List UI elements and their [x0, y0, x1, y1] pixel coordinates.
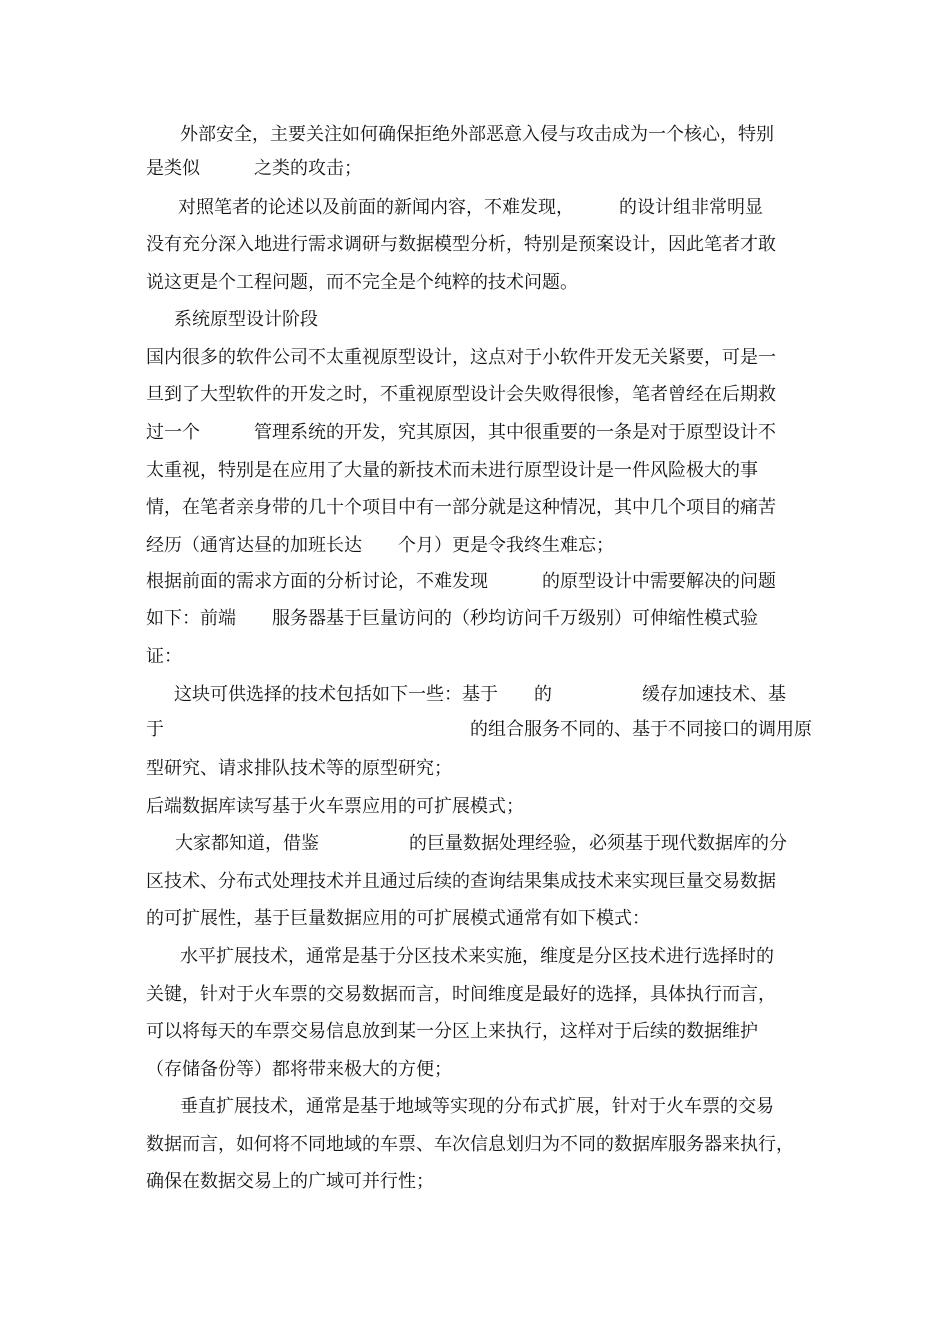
- text-line: 的可扩展性，基于巨量数据应用的可扩展模式通常有如下模式：: [146, 908, 650, 929]
- text-line: 太重视，特别是在应用了大量的新技术而未进行原型设计是一件风险极大的事: [146, 460, 758, 481]
- text-line: 可以将每天的车票交易信息放到某一分区上来执行，这样对于后续的数据维护: [146, 1021, 758, 1042]
- text-line: 数据而言，如何将不同地域的车票、车次信息划归为不同的数据库服务器来执行，: [146, 1134, 794, 1155]
- text-line: 关键，针对于火车票的交易数据而言，时间维度是最好的选择，具体执行而言，: [146, 984, 776, 1005]
- text-line: 国内很多的软件公司不太重视原型设计，这点对于小软件开发无关紧要，可是一: [146, 347, 776, 368]
- text-line: 垂直扩展技术，通常是基于地域等实现的分布式扩展，针对于火车票的交易: [180, 1096, 774, 1117]
- text-line: 情，在笔者亲身带的几十个项目中有一部分就是这种情况，其中几个项目的痛苦: [146, 497, 776, 518]
- section-heading: 系统原型设计阶段: [174, 309, 318, 330]
- text-line: 根据前面的需求方面的分析讨论，不难发现 的原型设计中需要解决的问题: [146, 571, 776, 592]
- text-line: 后端数据库读写基于火车票应用的可扩展模式；: [146, 796, 524, 817]
- text-line: 旦到了大型软件的开发之时，不重视原型设计会失败得很惨，笔者曾经在后期救: [146, 384, 776, 405]
- text-line: 如下：前端 服务器基于巨量访问的（秒均访问千万级别）可伸缩性模式验: [146, 608, 758, 629]
- text-line: 大家都知道，借鉴 的巨量数据处理经验，必须基于现代数据库的分: [175, 833, 787, 854]
- text-line: 过一个 管理系统的开发，究其原因，其中很重要的一条是对于原型设计不: [146, 422, 776, 443]
- text-line: 外部安全，主要关注如何确保拒绝外部恶意入侵与攻击成为一个核心，特别: [180, 124, 774, 145]
- text-line: 说这更是个工程问题，而不完全是个纯粹的技术问题。: [146, 272, 578, 293]
- text-line: 区技术、分布式处理技术并且通过后续的查询结果集成技术来实现巨量交易数据: [146, 871, 776, 892]
- text-line: 对照笔者的论述以及前面的新闻内容，不难发现， 的设计组非常明显: [178, 197, 763, 218]
- text-line: 证：: [146, 646, 182, 667]
- text-line: 水平扩展技术，通常是基于分区技术来实施，维度是分区技术进行选择时的: [180, 946, 774, 967]
- text-line: 于 的组合服务不同的、基于不同接口的调用原: [146, 719, 812, 740]
- text-line: 没有充分深入地进行需求调研与数据模型分析，特别是预案设计，因此笔者才敢: [146, 234, 776, 255]
- text-line: 这块可供选择的技术包括如下一些：基于 的 缓存加速技术、基: [174, 684, 786, 705]
- text-line: 经历（通宵达昼的加班长达 个月）更是令我终生难忘；: [146, 535, 614, 556]
- text-line: 是类似 之类的攻击；: [146, 158, 362, 179]
- text-line: 确保在数据交易上的广域可并行性；: [146, 1171, 434, 1192]
- text-line: 型研究、请求排队技术等的原型研究；: [146, 758, 452, 779]
- text-line: （存储备份等）都将带来极大的方便；: [146, 1059, 452, 1080]
